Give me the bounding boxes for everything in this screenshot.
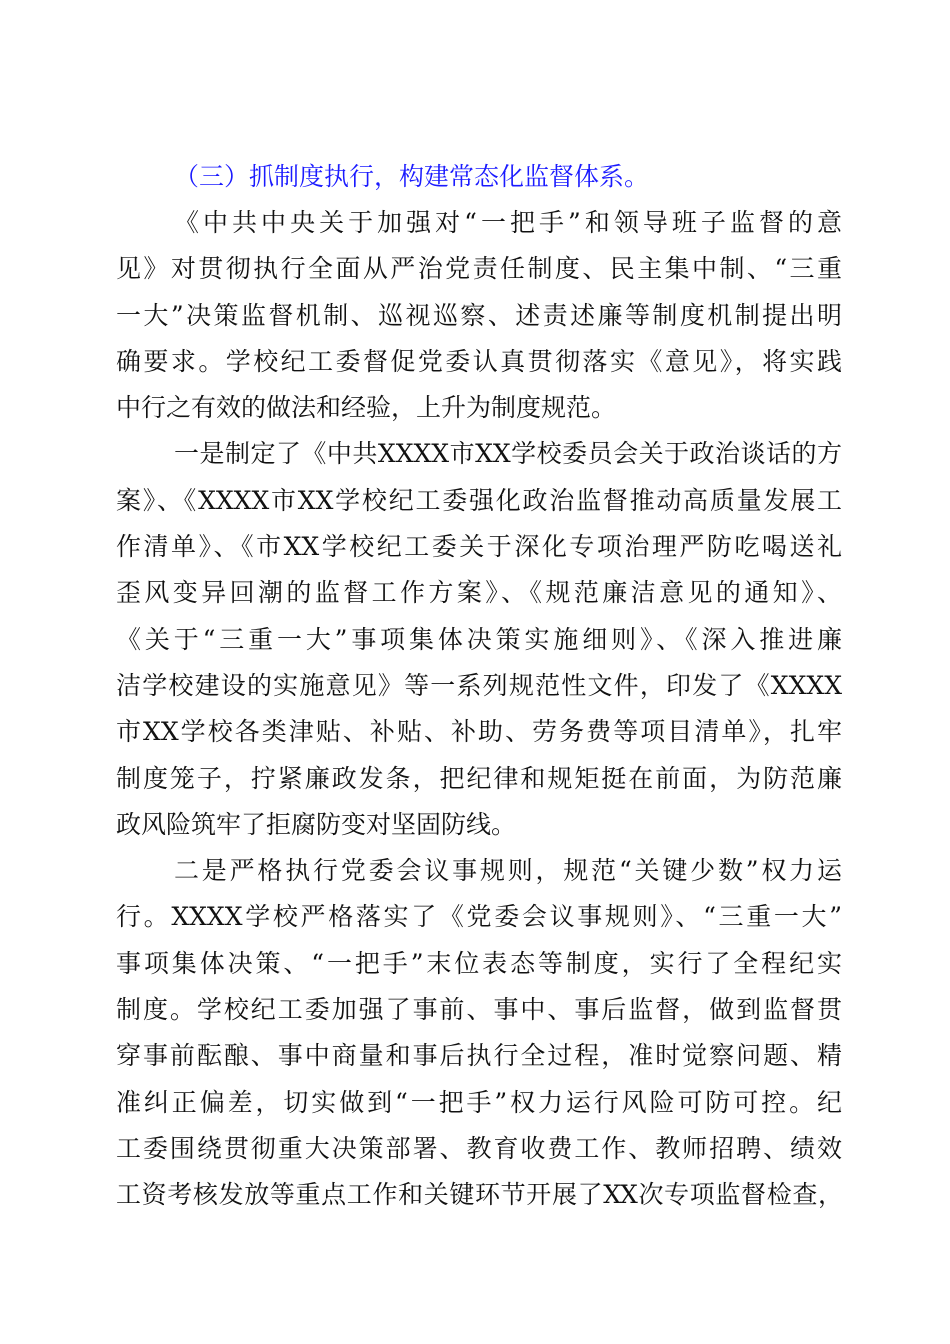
paragraph-line: 见》对贯彻执行全面从严治党责任制度、民主集中制、“三重 bbox=[116, 254, 842, 284]
paragraph-line: 事项集体决策、“一把手”末位表态等制度，实行了全程纪实 bbox=[116, 948, 842, 978]
paragraph-line: 歪风变异回潮的监督工作方案》、《规范廉洁意见的通知》、 bbox=[116, 578, 842, 608]
paragraph-line: 一大”决策监督机制、巡视巡察、述责述廉等制度机制提出明 bbox=[116, 300, 842, 330]
paragraph-line: 市XX学校各类津贴、补贴、补助、劳务费等项目清单》，扎牢 bbox=[116, 717, 842, 747]
paragraph-intro bbox=[116, 200, 842, 431]
paragraph-line: 政风险筑牢了拒腐防变对坚固防线。 bbox=[116, 809, 517, 839]
paragraph-line: 案》、《XXXX市XX学校纪工委强化政治监督推动高质量发展工 bbox=[116, 485, 842, 515]
paragraph-line: 洁学校建设的实施意见》等一系列规范性文件，印发了《XXXX bbox=[116, 670, 842, 700]
paragraph-line: 《中共中央关于加强对“一把手”和领导班子监督的意 bbox=[174, 208, 842, 237]
paragraph-line: 确要求。学校纪工委督促党委认真贯彻落实《意见》，将实践 bbox=[116, 346, 842, 376]
paragraph-line: 二是严格执行党委会议事规则，规范“关键少数”权力运 bbox=[174, 856, 842, 886]
paragraph-line: 一是制定了《中共XXXX市XX学校委员会关于政治谈话的方 bbox=[174, 439, 842, 469]
paragraph-line: 行。XXXX学校严格落实了《党委会议事规则》、“三重一大” bbox=[116, 902, 842, 932]
paragraph-line: 《关于“三重一大”事项集体决策实施细则》、《深入推进廉 bbox=[116, 624, 842, 654]
section-heading: （三）抓制度执行，构建常态化监督体系。 bbox=[174, 162, 650, 191]
paragraph-line: 工委围绕贯彻重大决策部署、教育收费工作、教师招聘、绩效 bbox=[116, 1133, 842, 1163]
paragraph-line: 作清单》、《市XX学校纪工委关于深化专项治理严防吃喝送礼 bbox=[116, 532, 842, 562]
paragraph-line: 穿事前酝酿、事中商量和事后执行全过程，准时觉察问题、精 bbox=[116, 1041, 842, 1071]
paragraph-line: 工资考核发放等重点工作和关键环节开展了XX次专项监督检查， bbox=[116, 1180, 842, 1210]
paragraph-line: 制度。学校纪工委加强了事前、事中、事后监督，做到监督贯 bbox=[116, 995, 842, 1025]
paragraph-line: 中行之有效的做法和经验，上升为制度规范。 bbox=[116, 393, 617, 423]
paragraph-line: 制度笼子，拧紧廉政发条，把纪律和规矩挺在前面，为防范廉 bbox=[116, 763, 842, 793]
paragraph-first-measure bbox=[116, 431, 842, 848]
paragraph-line: 准纠正偏差，切实做到“一把手”权力运行风险可防可控。纪 bbox=[116, 1087, 842, 1117]
document-body bbox=[116, 154, 842, 1219]
paragraph-second-measure bbox=[116, 848, 842, 1218]
